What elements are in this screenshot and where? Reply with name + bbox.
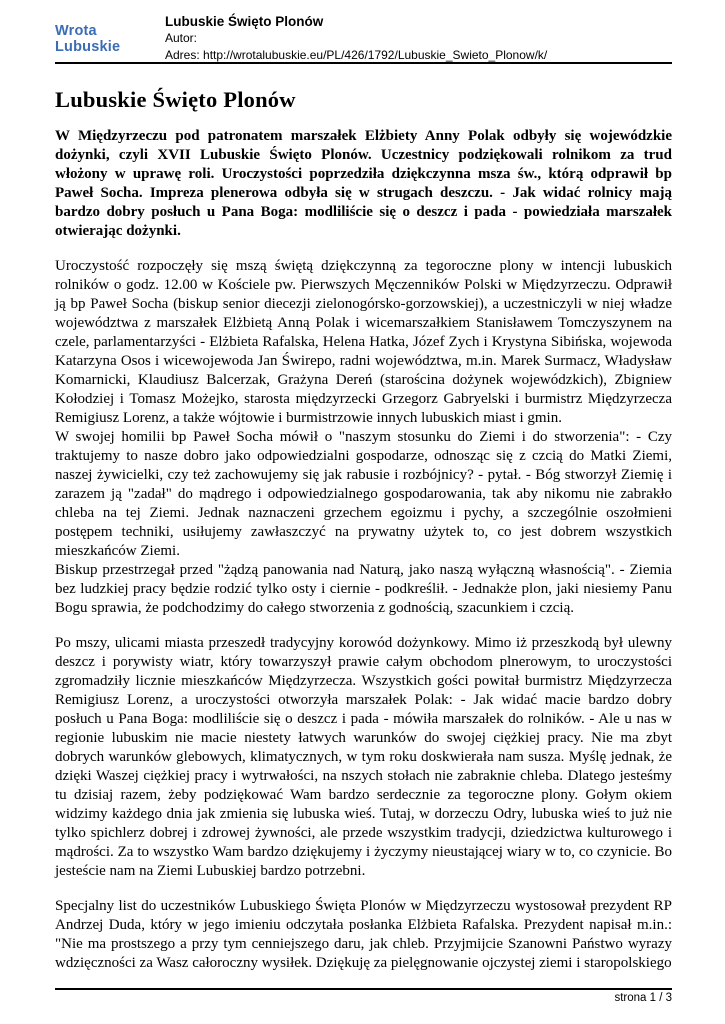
paragraph-ceremony: Uroczystość rozpoczęły się mszą świętą dziękczynną za tegoroczne plony w intencji lubuskich rolników o godz. 12.00 w Kościele pw. Pierwszych Męczenników Polski w Międzyrzeczu. Odprawił ją bp Paweł Socha (biskup senior diecezji zielonogórsko-gorzowskiej), a uczestniczyli w niej władze województwa z marszałek Elżbietą Anną Polak i wicemarszałkiem Stanisławem Tomczyszynem na czele, parlamentarzyści - Elżbieta Rafalska, Helena Hatka, Józef Zych i Krystyna Sibińska, wojewoda Katarzyna Osos i wicewojewoda Jan Świrepo, radni województwa, m.in. Marek Surmacz, Władysław Komarnicki, Klaudiusz Balcerzak, Grażyna Dereń (starościna dożynek wojewódzkich), Zbigniew Kołodziej i Tomasz Możejko, starosta międzyrzecki Grzegorz Gabryelski i burmistrz Międzyrzecza Remigiusz Lorenz, a także wójtowie i burmistrzowie innych lubuskich miast i gmin.: [55, 258, 672, 426]
document-title: Lubuskie Święto Plonów: [165, 14, 324, 29]
paragraph-parade: Po mszy, ulicami miasta przeszedł tradycyjny korowód dożynkowy. Mimo iż przeszkodą był ulewny deszcz i porywisty wiatr, który towarzyszył prawie całym obchodom plnerowym, to uroczystości zgromadziły licznie mieszkańców Międzyrzecza. Wszystkich gości powitał burmistrz Międzyrzecza Remigiusz Lorenz, a uroczystości otworzyła marszałek Polak: - Jak widać macie bardzo dobry posłuch u Pana Boga: modliliście się o deszcz i pada - mówiła marszałek do rolników. - Ale u nas w regionie lubuskim nie macie niestety łatwych warunków do swojej ciężkiej pracy. Nie ma zbyt dobrych warunków glebowych, klimatycznych, w tym roku doskwierała nam susza. Myślę jednak, że dzięki Waszej ciężkiej pracy i wytrwałości, na nszych stołach nie zabraknie chleba. Dlatego jesteśmy tu dzisiaj razem, żeby podziękować Wam bardzo serdecznie za tegoroczne plony. Gołym okiem widzimy każdego dnia jak zmienia się lubuska wieś. Tutaj, w dorzeczu Odry, lubuska wieś to już nie tylko spichlerz dobrej i zdrowej żywności, ale przede wszystkim tradycji, dziedzictwa kulturowego i mądrości. Za to wszystko Wam bardzo dziękujemy i życzymy nieustającej wiary w to, co czynicie. Bo jesteście nam na Ziemi Lubuskiej bardzo potrzebni.: [55, 635, 672, 879]
article-heading: Lubuskie Święto Plonów: [55, 87, 296, 112]
article-lead: W Międzyrzeczu pod patronatem marszałek Elżbiety Anny Polak odbyły się wojewódzkie dożynki, czyli XVII Lubuskie Święto Plonów. Uczestnicy podziękowali rolnikom za trud włożony w uprawę roli. Uroczystości poprzedziła dziękczynna msza św., którą odprawił bp Paweł Socha. Impreza plenerowa odbyła się w strugach deszczu. - Jak widać rolnicy mają bardzo dobry posłuch u Pana Boga: modliliście się o deszcz i pada - powiedziała marszałek otwierając dożynki.: [55, 128, 672, 239]
paragraph-group-letter: [55, 897, 672, 973]
header-meta: [165, 13, 547, 63]
paragraph-homily: W swojej homilii bp Paweł Socha mówił o "naszym stosunku do Ziemi i do stworzenia": - Czy traktujemy to nasze dobro jako odpowiedzialni gospodarze, odnosząc się z czcią do Matki Ziemi, naszej żywicielki, czy też zachowujemy się jak rabusie i rozbójnicy? - pytał. - Bóg stworzył Ziemię i zarazem ją "zadał" do mądrego i odpowiedzialnego gospodarowania, tak aby nikomu nie zabrakło chleba na tej Ziemi. Jednak naznaczeni grzechem egoizmu i pychy, a szczególnie oszołmieni postępem techniki, usiłujemy zawłaszczyć na prywatny użytek to, co jest dobrem wszystkich mieszkańców Ziemi.: [55, 429, 672, 559]
paragraph-group-parade: [55, 634, 672, 881]
site-logo: Wrota Lubuskie: [55, 23, 121, 55]
print-footer: [55, 988, 672, 1004]
page-number: strona 1 / 3: [614, 992, 672, 1004]
print-header: [55, 13, 672, 63]
author-line: Autor:: [165, 31, 198, 45]
paragraph-group-mass: [55, 257, 672, 618]
address-line: Adres: http://wrotalubuskie.eu/PL/426/1792/Lubuskie_Swieto_Plonow/k/: [165, 47, 548, 62]
paragraph-president-letter: Specjalny list do uczestników Lubuskiego Święta Plonów w Międzyrzeczu wystosował prezydent RP Andrzej Duda, który w jego imieniu odczytała posłanka Elżbieta Rafalska. Prezydent napisał m.in.: "Nie ma prostszego a przy tym cenniejszego daru, jak chleb. Przyjmijcie Szanowni Państwo wyrazy wdzięczności za Wasz całoroczny wysiłek. Dziękuję za pielęgnowanie ojczystej ziemi i staropolskiego: [55, 898, 672, 971]
paragraph-bishop: Biskup przestrzegał przed "żądzą panowania nad Naturą, jako naszą wyłączną własnością". - Ziemia bez ludzkiej pracy będzie rodzić tylko osty i ciernie - podkreślił. - Jednakże plon, jaki niesiemy Panu Bogu sprawia, że podchodzimy do całego stworzenia z godnością, szacunkiem i czcią.: [55, 562, 672, 616]
article: [55, 64, 672, 973]
